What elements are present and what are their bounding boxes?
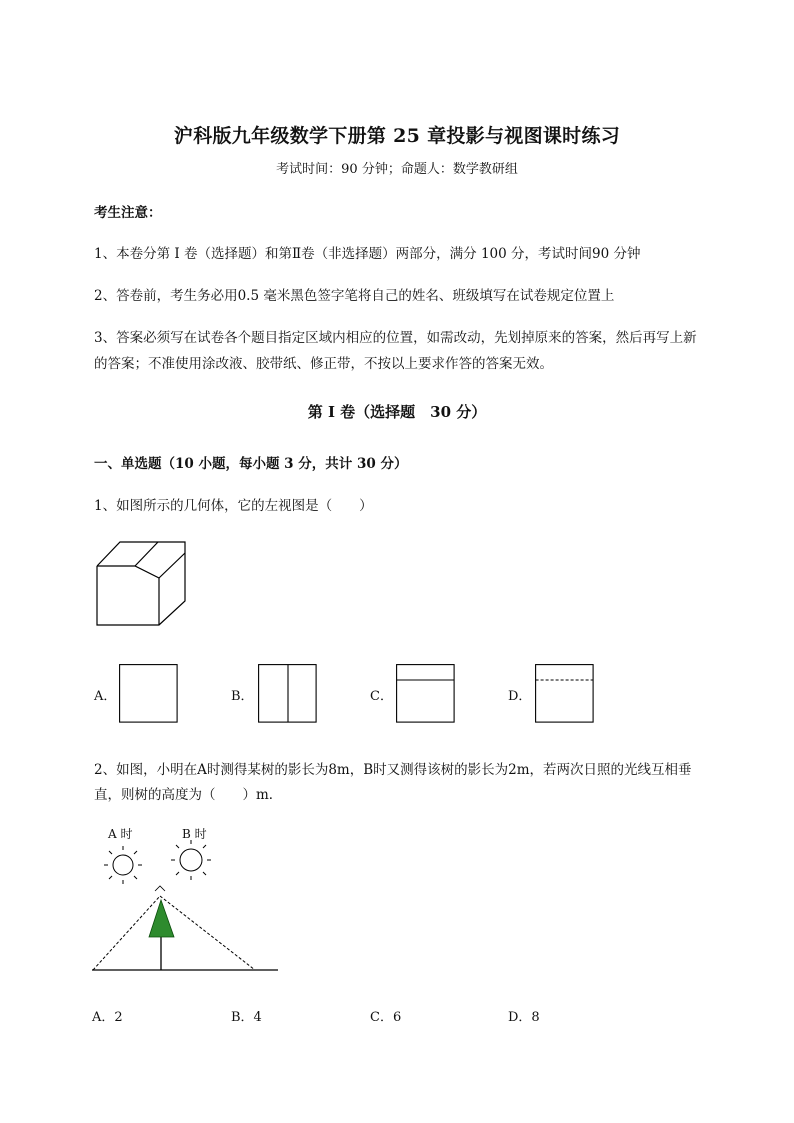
q1-solid-figure xyxy=(96,541,188,627)
question-2-stem-line1: 2、如图，小明在A时测得某树的影长为8m，B时又测得该树的影长为2m，若两次日照的光线互相垂 xyxy=(94,762,692,778)
q2-option-b[interactable]: B．4 xyxy=(231,1010,262,1025)
q1-option-a-figure[interactable] xyxy=(119,664,178,723)
q1-option-b-label[interactable]: B． xyxy=(231,689,254,704)
section-title: 第 I 卷（选择题 30 分） xyxy=(307,403,487,421)
notice-item-2: 2、答卷前，考生务必用0.5 毫米黑色签字笔将自己的姓名、班级填写在试卷规定位置上 xyxy=(94,288,615,304)
question-2-stem-line2: 直，则树的高度为（ ）m． xyxy=(94,787,283,803)
q1-option-c-label[interactable]: C． xyxy=(370,689,393,704)
q1-option-c-figure[interactable] xyxy=(396,664,455,723)
sun-b-icon xyxy=(171,840,211,880)
part-heading: 一、单选题（10 小题，每小题 3 分，共计 30 分） xyxy=(94,456,408,472)
q1-option-a-label[interactable]: A． xyxy=(94,689,117,704)
q2-label-a-time: A 时 xyxy=(108,827,133,841)
sun-a-icon xyxy=(104,846,142,884)
exam-info: 考试时间：90 分钟；命题人：数学教研组 xyxy=(276,162,518,177)
q2-option-d[interactable]: D．8 xyxy=(508,1010,540,1025)
notice-heading: 考生注意： xyxy=(94,205,162,221)
q2-option-a[interactable]: A．2 xyxy=(92,1010,123,1025)
notice-item-3: 3、答案必须写在试卷各个题目指定区域内相应的位置，如需改动，先划掉原来的答案，然后再写上新 xyxy=(94,330,697,346)
question-1-stem: 1、如图所示的几何体，它的左视图是（ ） xyxy=(94,498,373,514)
notice-item-1: 1、本卷分第 I 卷（选择题）和第Ⅱ卷（非选择题）两部分，满分 100 分，考试时间90 分钟 xyxy=(94,246,641,262)
q2-tree-shadow-figure xyxy=(90,840,282,975)
page-title: 沪科版九年级数学下册第 25 章投影与视图课时练习 xyxy=(173,125,621,147)
q1-option-b-figure[interactable] xyxy=(258,664,317,723)
tree-icon xyxy=(149,900,174,970)
q1-option-d-label[interactable]: D． xyxy=(508,689,532,704)
q2-option-c[interactable]: C．6 xyxy=(370,1010,402,1025)
q1-option-d-figure[interactable] xyxy=(535,664,594,723)
notice-item-3-cont: 的答案；不准使用涂改液、胶带纸、修正带，不按以上要求作答的答案无效。 xyxy=(94,356,553,372)
q2-label-b-time: B 时 xyxy=(182,827,207,841)
